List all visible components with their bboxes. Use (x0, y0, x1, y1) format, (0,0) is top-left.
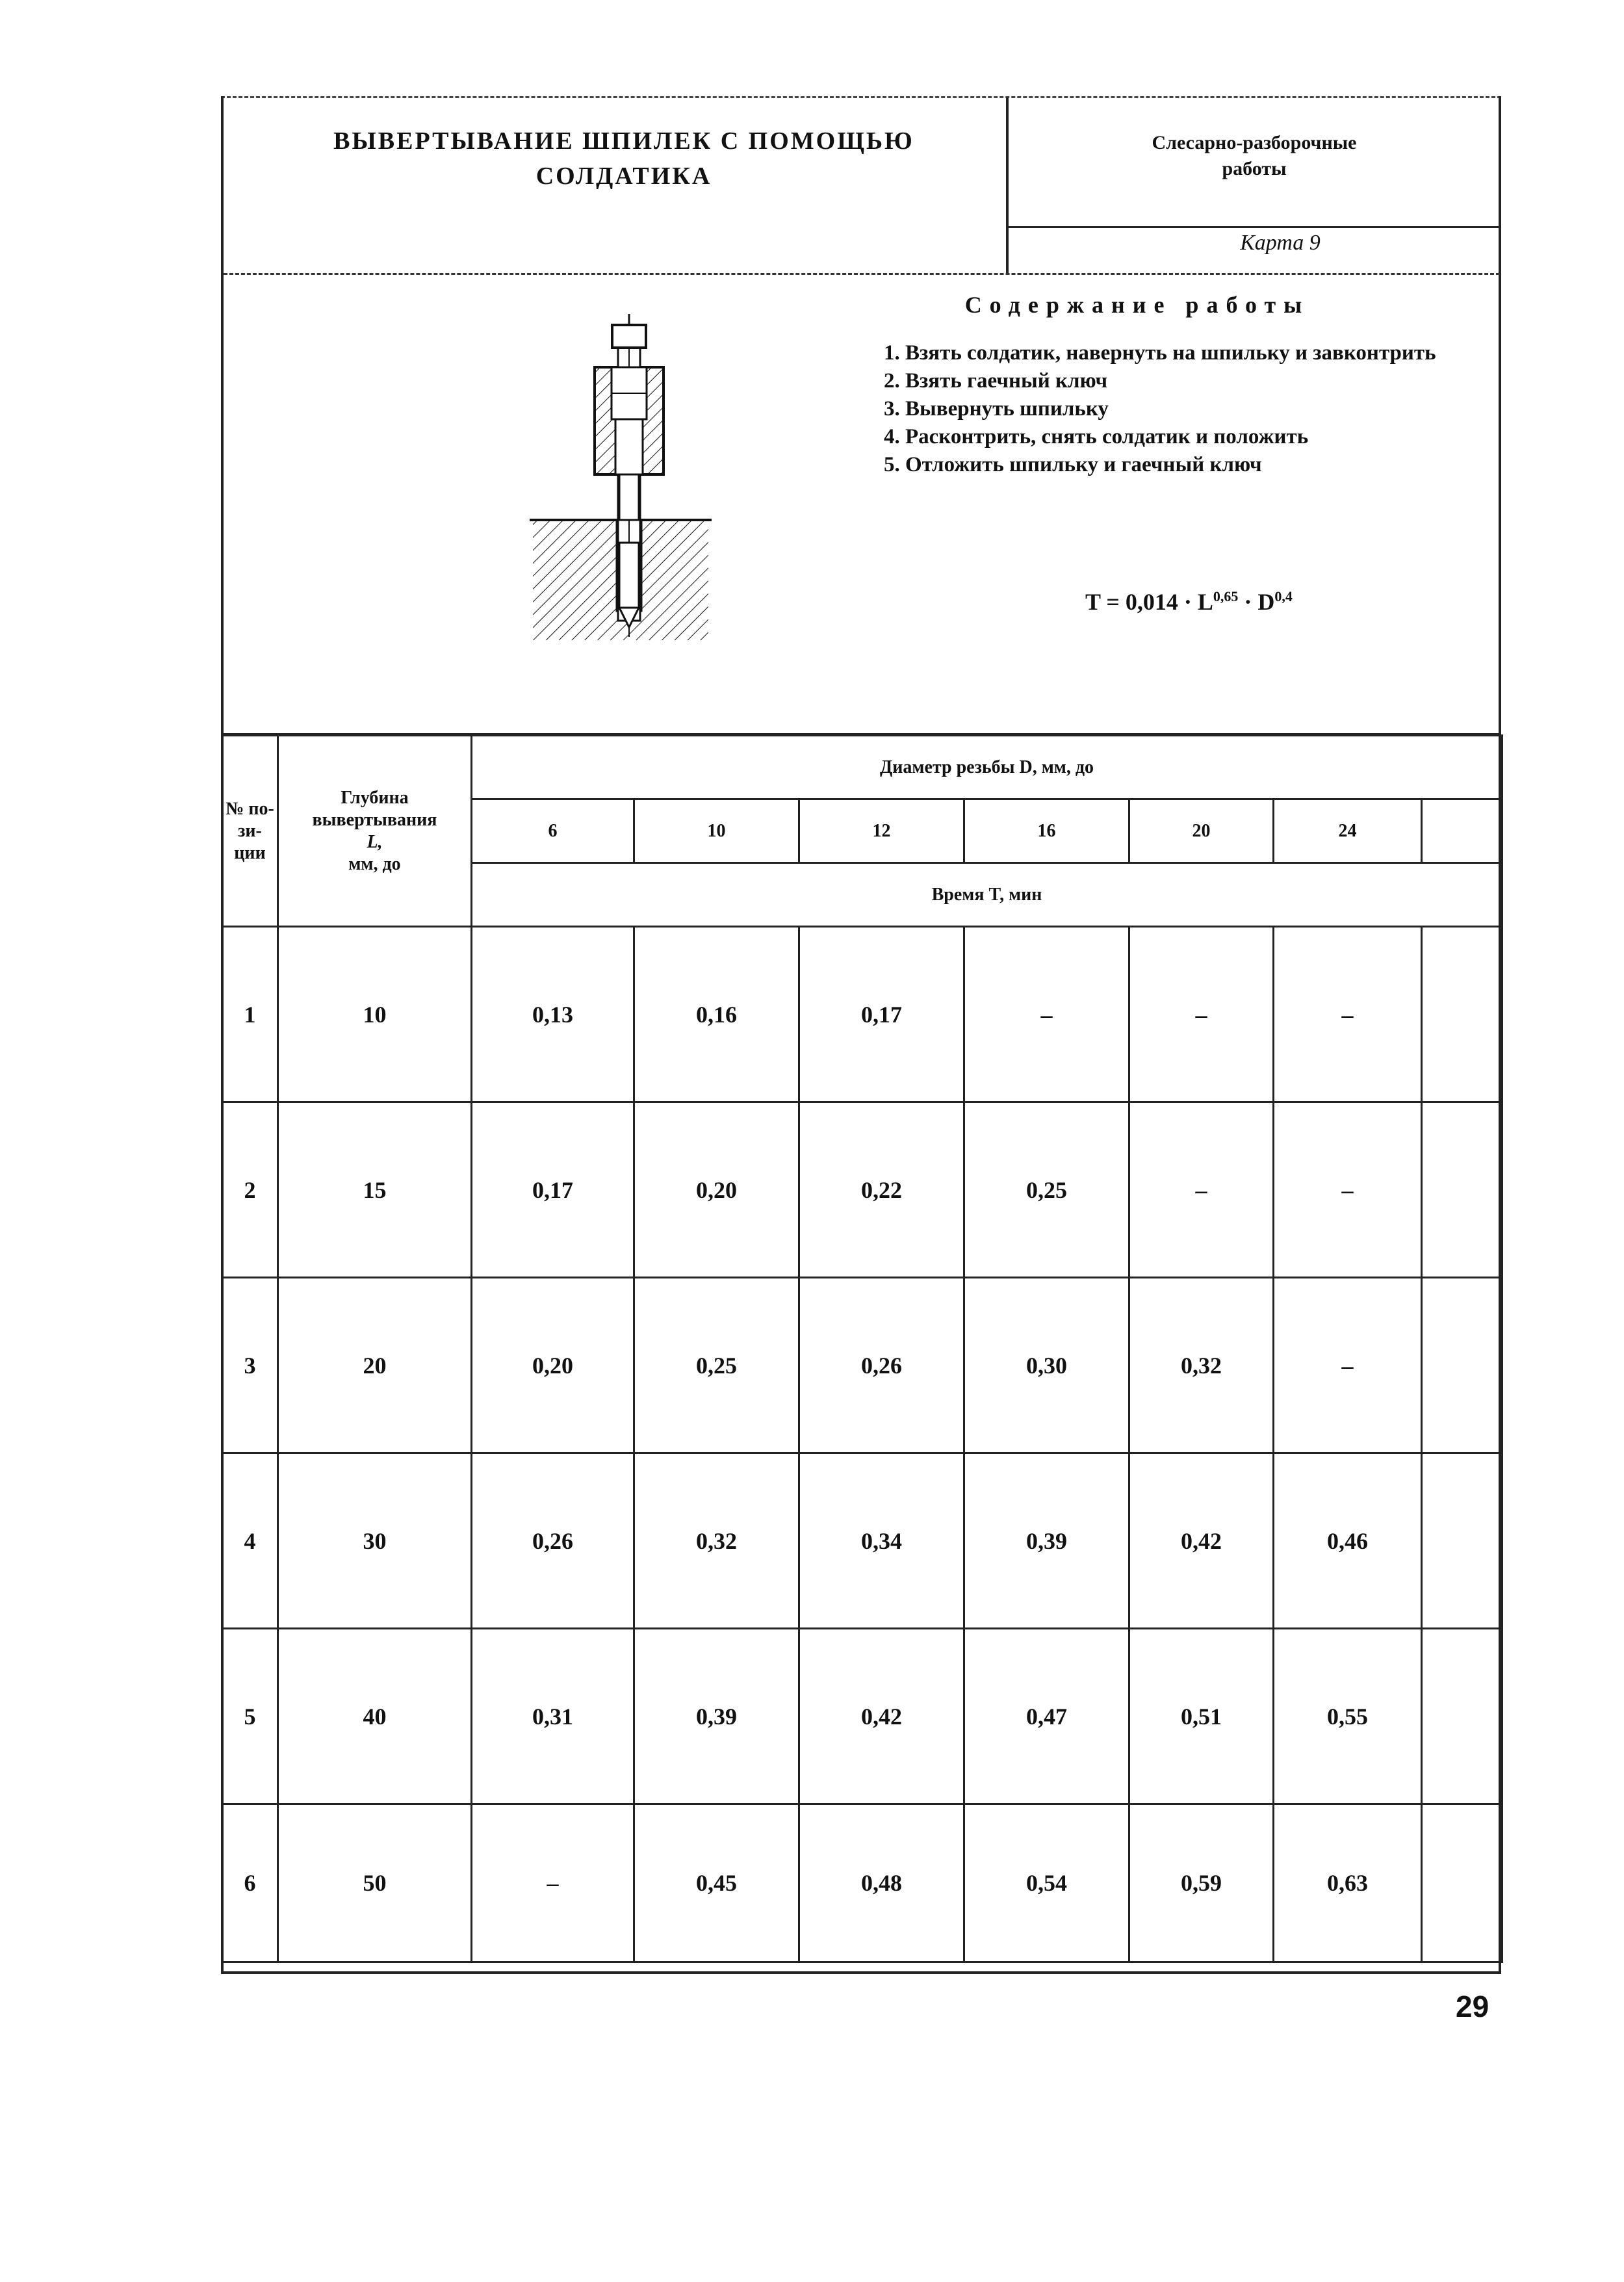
row-value: 0,16 (634, 927, 799, 1102)
row-value: 0,31 (472, 1629, 634, 1804)
work-steps-list (884, 339, 1443, 479)
row-position: 4 (222, 1453, 278, 1629)
row-value: 0,34 (799, 1453, 964, 1629)
row-depth: 40 (278, 1629, 472, 1804)
work-step: 4. Расконтрить, снять солдатик и положить (884, 425, 1309, 448)
row-value: – (1274, 1278, 1422, 1453)
row-value: 0,20 (472, 1278, 634, 1453)
row-value: 0,25 (964, 1102, 1129, 1278)
document-title (273, 123, 975, 194)
title-line-1: ВЫВЕРТЫВАНИЕ ШПИЛЕК С ПОМОЩЬЮ (333, 127, 914, 155)
empty-cell (1422, 1453, 1502, 1629)
empty-cell (1422, 1629, 1502, 1804)
table-row (222, 1102, 1502, 1278)
row-value: 0,32 (1129, 1278, 1274, 1453)
title-line-2: СОЛДАТИКА (535, 162, 712, 190)
row-value: 0,26 (472, 1453, 634, 1629)
table-row (222, 1278, 1502, 1453)
row-value: 0,30 (964, 1278, 1129, 1453)
time-header: Время T, мин (472, 863, 1502, 927)
diameter-col: 24 (1274, 799, 1422, 863)
row-value: 0,17 (472, 1102, 634, 1278)
work-category (1040, 130, 1469, 182)
work-step: 5. Отложить шпильку и гаечный ключ (884, 453, 1262, 476)
card-number: Карта 9 (1240, 231, 1321, 255)
row-value: 0,59 (1129, 1804, 1274, 1962)
table-row (222, 1804, 1502, 1962)
row-depth: 50 (278, 1804, 472, 1962)
formula-mid: · D (1238, 589, 1275, 615)
row-value: – (1274, 1102, 1422, 1278)
row-value: 0,25 (634, 1278, 799, 1453)
diameter-header: Диаметр резьбы D, мм, до (472, 736, 1502, 799)
work-step: 1. Взять солдатик, навернуть на шпильку и завконтрить (884, 341, 1436, 365)
time-norm-table (221, 734, 1503, 1963)
row-value: 0,39 (964, 1453, 1129, 1629)
diameter-col: 12 (799, 799, 964, 863)
row-position: 3 (222, 1278, 278, 1453)
stud-extraction-illustration (530, 309, 712, 643)
work-step: 2. Взять гаечный ключ (884, 369, 1108, 393)
depth-header-line2: вывертывания (312, 809, 437, 830)
formula-prefix: T = 0,014 · L (1085, 589, 1213, 615)
stud-cap (612, 325, 646, 348)
row-value: – (1129, 1102, 1274, 1278)
row-value: 0,42 (1129, 1453, 1274, 1629)
row-value: – (472, 1804, 634, 1962)
formula-exp-l: 0,65 (1213, 588, 1239, 604)
depth-header-line1: Глубина (341, 787, 409, 808)
depth-header-line3: L, (367, 831, 383, 852)
row-value: 0,22 (799, 1102, 964, 1278)
header-bottom-line (224, 273, 1500, 275)
row-depth: 20 (278, 1278, 472, 1453)
row-position: 5 (222, 1629, 278, 1804)
row-value: 0,51 (1129, 1629, 1274, 1804)
row-value: 0,32 (634, 1453, 799, 1629)
time-formula (1085, 588, 1410, 616)
card-separator (1009, 226, 1500, 228)
row-depth: 15 (278, 1102, 472, 1278)
row-value: 0,20 (634, 1102, 799, 1278)
depth-header-line4: мм, до (348, 853, 401, 874)
row-position: 2 (222, 1102, 278, 1278)
category-line-2: работы (1222, 158, 1287, 179)
position-header-label: № по- зи- ции (226, 798, 274, 863)
work-step: 3. Вывернуть шпильку (884, 397, 1109, 421)
row-value: 0,63 (1274, 1804, 1422, 1962)
formula-exp-d: 0,4 (1274, 588, 1293, 604)
row-position: 6 (222, 1804, 278, 1962)
row-value: 0,48 (799, 1804, 964, 1962)
empty-cell (1422, 927, 1502, 1102)
row-value: – (964, 927, 1129, 1102)
empty-cell (1422, 1278, 1502, 1453)
row-value: – (1129, 927, 1274, 1102)
row-value: 0,55 (1274, 1629, 1422, 1804)
row-value: 0,47 (964, 1629, 1129, 1804)
diameter-col: 10 (634, 799, 799, 863)
row-depth: 30 (278, 1453, 472, 1629)
diameter-col: 16 (964, 799, 1129, 863)
diameter-col: 6 (472, 799, 634, 863)
row-value: 0,42 (799, 1629, 964, 1804)
row-position: 1 (222, 927, 278, 1102)
row-value: – (1274, 927, 1422, 1102)
depth-header (278, 736, 472, 927)
empty-cell (1422, 799, 1502, 863)
row-value: 0,39 (634, 1629, 799, 1804)
row-value: 0,17 (799, 927, 964, 1102)
row-depth: 10 (278, 927, 472, 1102)
category-line-1: Слесарно-разборочные (1152, 132, 1357, 153)
empty-cell (1422, 1804, 1502, 1962)
row-value: 0,26 (799, 1278, 964, 1453)
position-header (222, 736, 278, 927)
row-value: 0,13 (472, 927, 634, 1102)
table-row (222, 927, 1502, 1102)
table-row (222, 1629, 1502, 1804)
row-value: 0,45 (634, 1804, 799, 1962)
table-row (222, 1453, 1502, 1629)
page-number: 29 (1456, 1990, 1489, 2023)
work-content-heading: Содержание работы (964, 292, 1310, 318)
empty-cell (1422, 1102, 1502, 1278)
diameter-col: 20 (1129, 799, 1274, 863)
row-value: 0,46 (1274, 1453, 1422, 1629)
header-divider (1006, 97, 1009, 273)
row-value: 0,54 (964, 1804, 1129, 1962)
